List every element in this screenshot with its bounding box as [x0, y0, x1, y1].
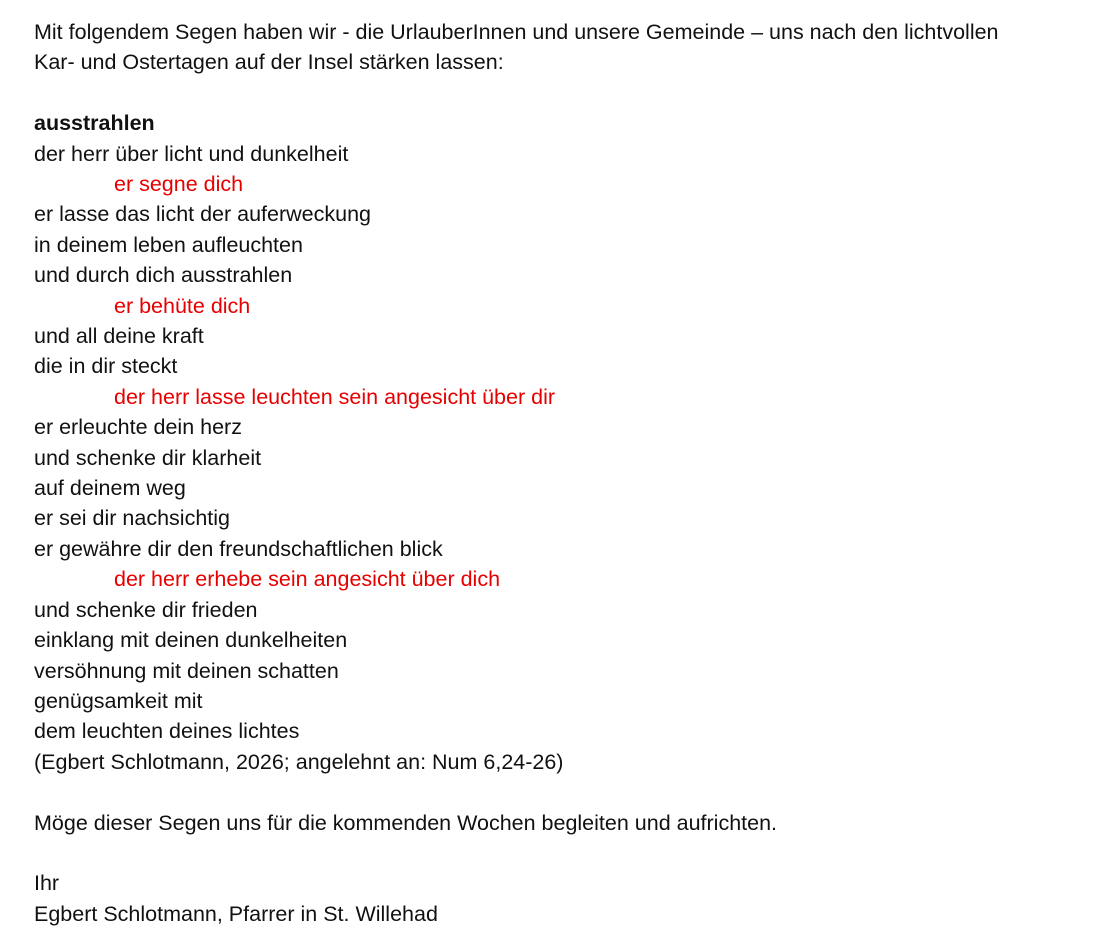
blessing-line: auf deinem weg: [34, 476, 186, 501]
spacer: [34, 838, 1084, 868]
intro-line-2: Kar- und Ostertagen auf der Insel stärken lassen:: [34, 50, 504, 75]
blessing-response-line: der herr lasse leuchten sein angesicht über dir: [114, 384, 556, 409]
blessing-response-line: er segne dich: [114, 172, 244, 197]
blessing-line: versöhnung mit deinen schatten: [34, 658, 339, 683]
blessing-line: er lasse das licht der auferweckung: [34, 202, 372, 227]
blessing-response-line: er behüte dich: [114, 293, 251, 318]
blessing-line: in deinem leben aufleuchten: [34, 232, 303, 257]
closing-wish: Möge dieser Segen uns für die kommenden Wochen begleiten und aufrichten.: [34, 810, 778, 835]
closing-salutation: Ihr: [34, 871, 60, 896]
blessing-line: er gewähre dir den freundschaftlichen blick: [34, 536, 443, 561]
blessing-line: und schenke dir klarheit: [34, 445, 262, 470]
blessing-line: und all deine kraft: [34, 324, 204, 349]
blessing-line: er sei dir nachsichtig: [34, 506, 230, 531]
blessing-title: ausstrahlen: [34, 111, 155, 136]
intro-line-1: Mit folgendem Segen haben wir - die UrlauberInnen und unsere Gemeinde – uns nach den lichtvollen: [34, 20, 999, 44]
blessing-line: und schenke dir frieden: [34, 597, 258, 622]
document-body: [34, 17, 1084, 929]
spacer: [34, 777, 1084, 807]
blessing-line: er erleuchte dein herz: [34, 415, 242, 440]
spacer: [34, 78, 1084, 108]
blessing-line: und durch dich ausstrahlen: [34, 263, 293, 288]
blessing-line: genügsamkeit mit: [34, 688, 203, 713]
blessing-line: einklang mit deinen dunkelheiten: [34, 628, 348, 653]
blessing-source: (Egbert Schlotmann, 2026; angelehnt an: Num 6,24-26): [34, 749, 564, 774]
blessing-line: dem leuchten deines lichtes: [34, 719, 300, 744]
blessing-line: die in dir steckt: [34, 354, 178, 379]
blessing-response-line: der herr erhebe sein angesicht über dich: [114, 567, 501, 592]
signature: Egbert Schlotmann, Pfarrer in St. Willehad: [34, 901, 438, 926]
blessing-line: der herr über licht und dunkelheit: [34, 141, 349, 166]
